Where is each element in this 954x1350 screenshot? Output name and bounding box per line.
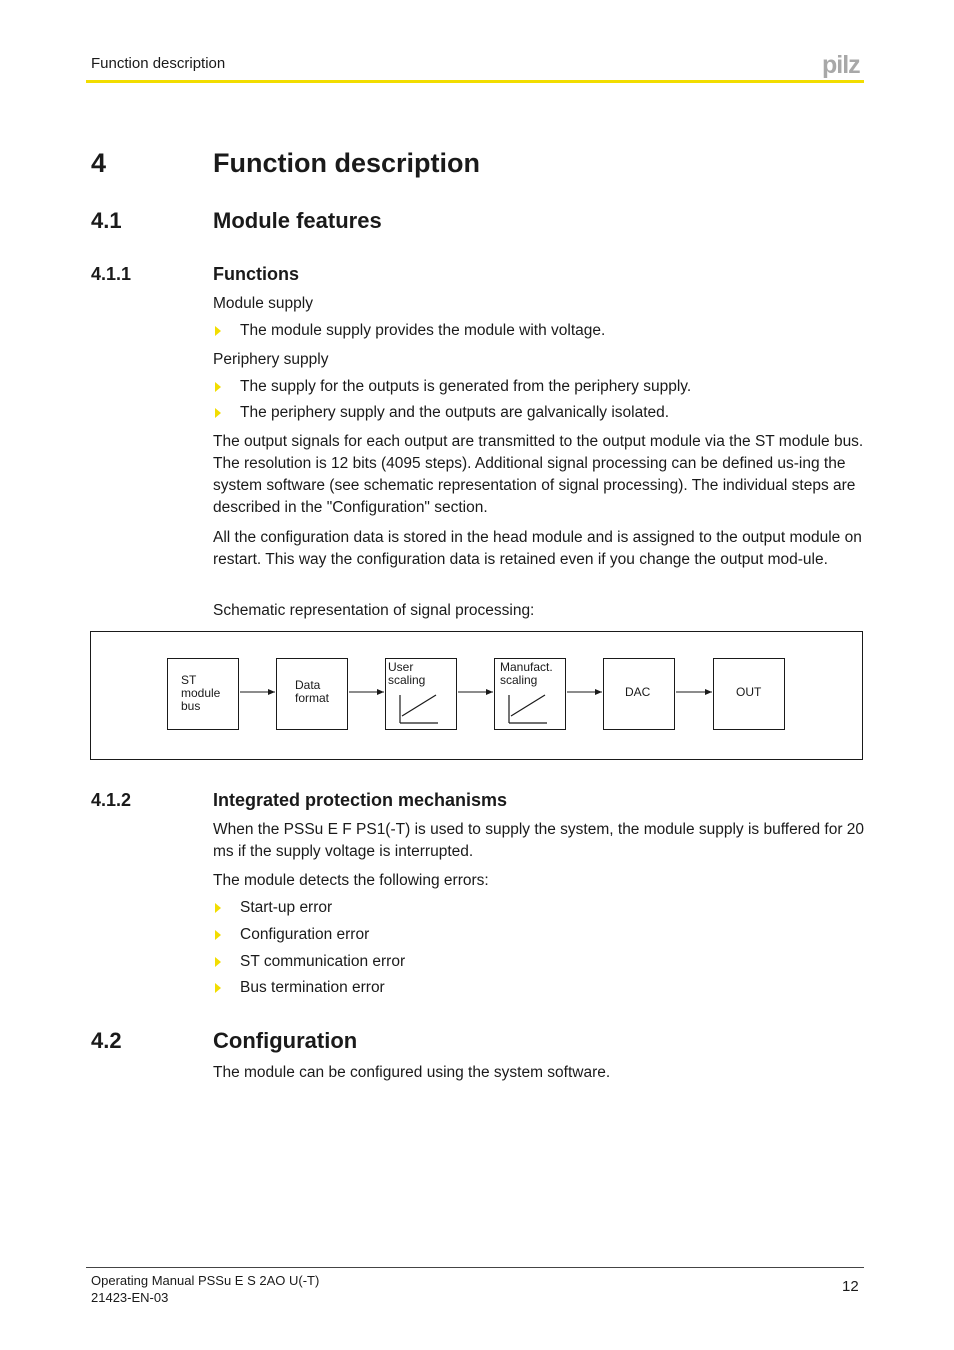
block-label-line: scaling [388,673,426,687]
bullet-arrow-icon [215,957,221,967]
footer-doc-id: 21423-EN-03 [91,1290,169,1305]
block-label-line: DAC [625,685,651,699]
block-label-line: ST [181,673,197,687]
subsection-title: Functions [213,264,299,284]
paragraph: The module can be configured using the system software. [213,1064,611,1081]
block-label-line: module [181,686,221,700]
running-header: Function description [91,55,226,72]
diagram-connectors [91,632,862,759]
bullet-arrow-icon [215,930,221,940]
periphery-supply-label: Periphery supply [213,351,329,368]
footer-manual-title: Operating Manual PSSu E S 2AO U(-T) [91,1273,320,1288]
section-title: Configuration [213,1028,358,1053]
block-label-line: OUT [736,685,762,699]
bullet-arrow-icon [215,326,221,336]
subsection-number: 4.1.2 [91,790,132,810]
paragraph: All the configuration data is stored in the head module and is assigned to the output module on restart. This way the configuration data is retained even if you change the output mod-ule. [213,529,862,568]
chapter-number: 4 [91,148,107,178]
module-supply-label: Module supply [213,295,313,312]
list-item-text: The module supply provides the module with voltage. [240,322,606,339]
schematic-caption: Schematic representation of signal processing: [213,602,535,619]
bullet-arrow-icon [215,983,221,993]
block-label-line: bus [181,699,201,713]
section-number: 4.1 [91,208,122,233]
subsection-number: 4.1.1 [91,264,132,284]
bullet-arrow-icon [215,382,221,392]
paragraph: When the PSSu E F PS1(-T) is used to supply the system, the module supply is buffered for 20 ms if the supply voltage is interrupted. [213,821,865,860]
pilz-logo: pilz [822,51,860,79]
list-item-text: ST communication error [240,953,406,970]
paragraph: The output signals for each output are transmitted to the output module via the ST module bus. The resolution is 12 bits (4095 steps). Additional signal processing can be defined us-ing the system software (see schematic representation of signal processing). The individual steps are described in the "Configuration" section. [213,433,864,516]
footer-rule [86,1267,864,1268]
list-item-text: Configuration error [240,926,370,943]
header-rule [86,80,864,83]
block-label-line: User [388,660,414,674]
bullet-arrow-icon [215,408,221,418]
page-number: 12 [842,1278,859,1295]
list-item-text: The supply for the outputs is generated from the periphery supply. [240,378,692,395]
section-number: 4.2 [91,1028,122,1053]
list-item-text: The periphery supply and the outputs are galvanically isolated. [240,404,670,421]
bullet-arrow-icon [215,903,221,913]
block-label-line: Manufact. [500,660,553,674]
signal-processing-diagram [90,631,863,760]
block-label-line: scaling [500,673,538,687]
section-title: Module features [213,208,382,233]
list-item-text: Start-up error [240,899,333,916]
list-item-text: Bus termination error [240,979,385,996]
chapter-title: Function description [213,148,480,178]
paragraph: The module detects the following errors: [213,872,489,889]
block-label-line: format [295,691,330,705]
block-label-line: Data [295,678,321,692]
subsection-title: Integrated protection mechanisms [213,790,508,810]
